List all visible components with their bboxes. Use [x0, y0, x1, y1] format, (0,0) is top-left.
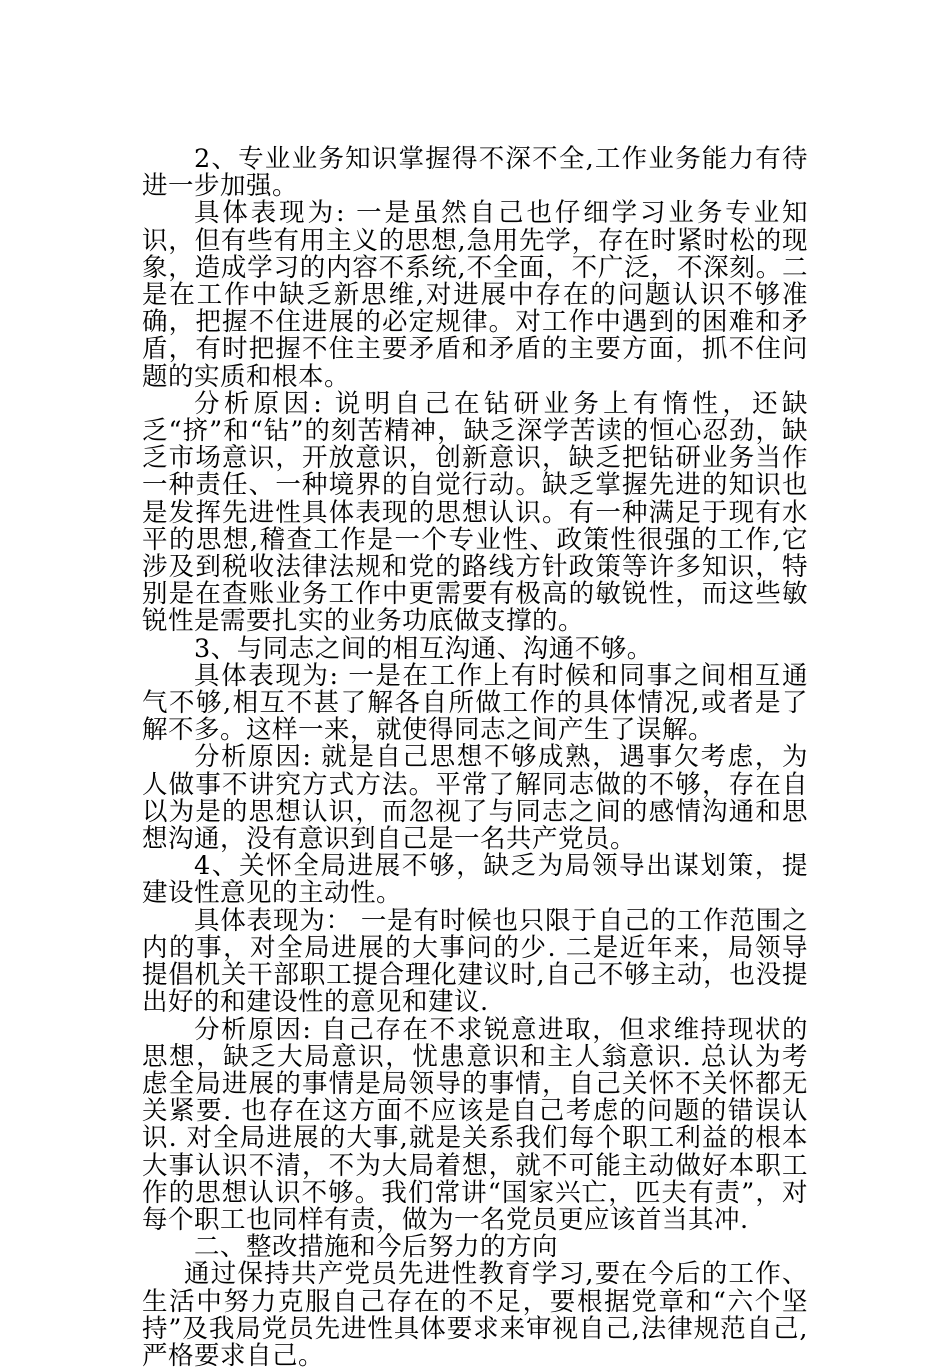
section-heading-3: 3、与同志之间的相互沟通、沟通不够。 [194, 633, 653, 664]
section-heading-4: 4、关怀全局进展不够，缺乏为局领导出谋划策，提建设性意见的主动性。 [142, 851, 808, 909]
document-body [142, 146, 808, 1370]
paragraph-analysis-3: 分析原因: 就是自己思想不够成熟，遇事欠考虑，为人做事不讲究方式方法。平常了解同志做的不够，存在自以为是的思想认识，而忽视了与同志之间的感情沟通和思想沟通，没有意识到自己是一名共产党员。 [142, 742, 808, 855]
paragraph-manifestation-2: 具体表现为: 一是虽然自己也仔细学习业务专业知识，但有些有用主义的思想,急用先学，存在时紧时松的现象，造成学习的内容不系统,不全面，不广泛，不深刻。二是在工作中缺乏新思维,对进展中存在的问题认识不够准确，把握不住进展的必定规律。对工作中遇到的困难和矛盾，有时把握不住主要矛盾和矛盾的主要方面，抓不住问题的实质和根本。 [142, 198, 808, 392]
paragraph-manifestation-4: 具体表现为： 一是有时候也只限于自己的工作范围之内的事，对全局进展的大事问的少. 二是近年来，局领导提倡机关干部职工提合理化建议时,自己不够主动，也没提出好的和建设性的意见和建议. [142, 905, 808, 1018]
paragraph-analysis-4: 分析原因: 自己存在不求锐意进取，但求维持现状的思想，缺乏大局意识，忧患意识和主人翁意识. 总认为考虑全局进展的事情是局领导的事情，自己关怀不关怀都无关紧要. 也存在这方面不应该是自己考虑的问题的错误认识. 对全局进展的大事,就是关系我们每个职工利益的根本大事认识不清，不为大局着想，就不可能主动做好本职工作的思想认识不够。我们常讲“国家兴亡，匹夫有责”，对每个职工也同样有责，做为一名党员更应该首当其冲. [142, 1014, 808, 1235]
paragraph-rectification: 通过保持共产党员先进性教育学习,要在今后的工作、生活中努力克服自己存在的不足，要根据党章和“六个坚持”及我局党员先进性具体要求来审视自己,法律规范自己,严格要求自己。 [142, 1259, 808, 1371]
section-heading-2: 2、专业业务知识掌握得不深不全,工作业务能力有待进一步加强。 [142, 144, 808, 202]
paragraph-analysis-2: 分析原因: 说明自己在钻研业务上有惰性，还缺乏“挤”和“钻”的刻苦精神，缺乏深学苦读的恒心忍劲，缺乏市场意识，开放意识，创新意识，缺乏把钻研业务当作一种责任、一种境界的自觉行动。缺乏掌握先进的知识也是发挥先进性具体表现的思想认识。有一种满足于现有水平的思想,稽查工作是一个专业性、政策性很强的工作,它涉及到税收法律法规和党的路线方针政策等许多知识，特别是在查账业务工作中更需要有极高的敏锐性，而这些敏锐性是需要扎实的业务功底做支撑的。 [142, 388, 808, 637]
paragraph-manifestation-3: 具体表现为: 一是在工作上有时候和同事之间相互通气不够,相互不甚了解各自所做工作的具体情况,或者是了解不多。这样一来，就使得同志之间产生了误解。 [142, 660, 808, 746]
chapter-heading-rectification: 二、整改措施和今后努力的方向 [194, 1232, 559, 1263]
